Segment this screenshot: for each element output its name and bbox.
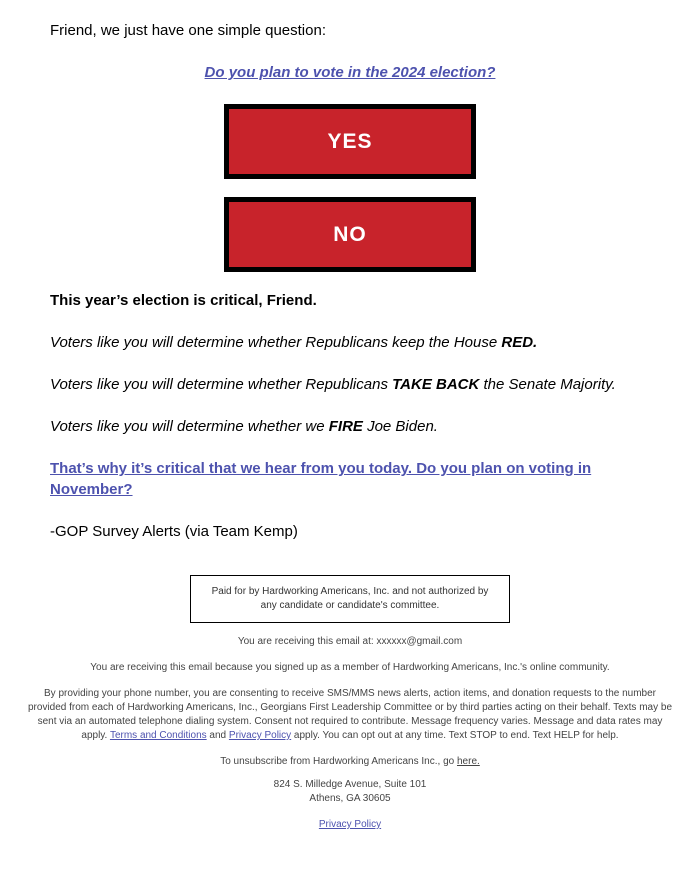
receiving-because-text: You are receiving this email because you signed up as a member of Hardworking Americans, Inc.'s online community. bbox=[90, 662, 610, 673]
cta-vote-link[interactable]: That’s why it’s critical that we hear from you today. Do you plan on voting in November? bbox=[50, 460, 592, 498]
privacy-policy-inline-link[interactable]: Privacy Policy bbox=[228, 730, 292, 741]
footer-fine-print bbox=[0, 575, 700, 871]
signature-text: -GOP Survey Alerts (via Team Kemp) bbox=[50, 523, 298, 540]
unsubscribe-line bbox=[28, 755, 672, 769]
headline-text: This year’s election is critical, Friend. bbox=[50, 292, 317, 309]
paragraph-biden-text: Voters like you will determine whether we bbox=[50, 418, 329, 435]
address-line-1: 824 S. Milledge Avenue, Suite 101 bbox=[273, 779, 427, 790]
greeting-text: Friend, we just have one simple question: bbox=[50, 22, 326, 39]
paid-for-box-row bbox=[28, 575, 672, 623]
no-button[interactable]: NO bbox=[224, 197, 476, 272]
paragraph-biden-after: Joe Biden. bbox=[362, 418, 438, 435]
sms-consent-part2: and bbox=[206, 730, 229, 741]
paragraph-senate-after: the Senate Majority. bbox=[479, 376, 616, 393]
paragraph-senate-bold: TAKE BACK bbox=[392, 376, 480, 393]
yes-button[interactable]: YES bbox=[224, 104, 476, 179]
paid-for-disclaimer: Paid for by Hardworking Americans, Inc. and not authorized by any candidate or candidate's committee. bbox=[190, 575, 510, 623]
sms-consent-part1: By providing your phone number, you are consenting to receive SMS/MMS news alerts, action items, and donation requests to the number provided from each of Hardworking Americans, Inc., Georgians First Leadership Committee or by third parties acting on their behalf. Texts may be sent via an automated telephone dialing system. Consent not required to contribute. Message frequency varies. Message and data rates may apply. bbox=[28, 688, 673, 741]
paragraph-senate-text: Voters like you will determine whether Republicans bbox=[50, 376, 393, 393]
privacy-policy-link[interactable]: Privacy Policy bbox=[318, 819, 382, 830]
main-question-line bbox=[50, 62, 650, 83]
receiving-at-text: You are receiving this email at: xxxxxx@gmail.com bbox=[237, 636, 463, 647]
cta-line bbox=[50, 458, 650, 500]
paragraph-house-bold: RED. bbox=[501, 334, 538, 351]
address-line-2: Athens, GA 30605 bbox=[309, 793, 391, 804]
sms-consent-paragraph bbox=[28, 687, 672, 743]
paragraph-house bbox=[50, 332, 650, 353]
yes-button-row bbox=[50, 104, 650, 179]
paragraph-biden bbox=[50, 416, 650, 437]
sms-consent-part3: apply. You can opt out at any time. Text STOP to end. Text HELP for help. bbox=[291, 730, 619, 741]
no-button-row bbox=[50, 197, 650, 272]
paragraph-biden-bold: FIRE bbox=[328, 418, 363, 435]
unsubscribe-here-link[interactable]: here. bbox=[456, 756, 480, 767]
terms-and-conditions-link[interactable]: Terms and Conditions bbox=[109, 730, 207, 741]
paragraph-house-text: Voters like you will determine whether Republicans keep the House bbox=[50, 334, 502, 351]
main-question-link[interactable]: Do you plan to vote in the 2024 election? bbox=[204, 64, 496, 81]
unsubscribe-text: To unsubscribe from Hardworking Americans Inc., go bbox=[220, 756, 457, 767]
paragraph-senate bbox=[50, 374, 650, 395]
privacy-policy-line bbox=[28, 818, 672, 832]
